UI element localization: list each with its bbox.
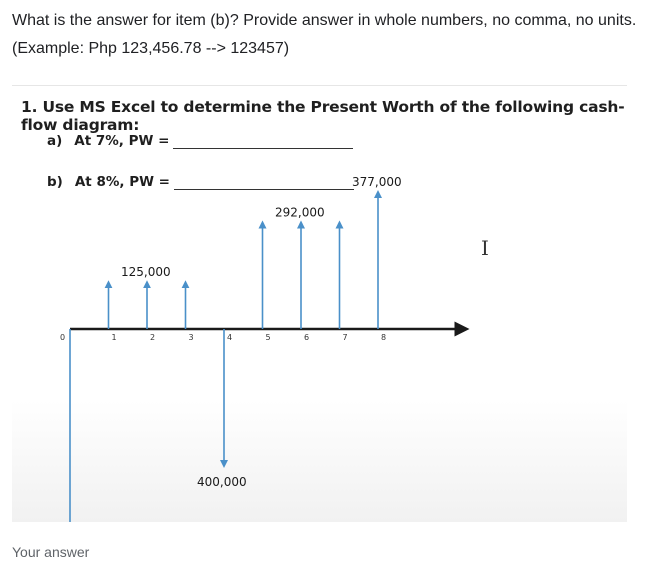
period-label-6: 6 [304, 333, 310, 342]
cash-flow-figure [12, 85, 627, 522]
period-label-7: 7 [342, 333, 348, 342]
period-label-1: 1 [111, 333, 117, 342]
figure-title: 1. Use MS Excel to determine the Present Worth of the following cash-flow diagram: [21, 98, 625, 134]
item-b-label: b) [47, 174, 63, 190]
period-label-2: 2 [150, 333, 156, 342]
period-label-5: 5 [265, 333, 271, 342]
item-a-label: a) [47, 133, 63, 149]
value-label-p8: 377,000 [352, 175, 402, 189]
period-label-0: 0 [60, 333, 66, 342]
item-a-text: At 7%, PW = [74, 133, 170, 149]
cash-flow-diagram [12, 86, 627, 522]
value-label-p2: 125,000 [121, 265, 171, 280]
value-label-p6: 292,000 [275, 205, 325, 220]
value-label-p4: 400,000 [197, 475, 247, 489]
period-label-8: 8 [381, 333, 387, 342]
answer-placeholder[interactable]: Your answer [12, 544, 90, 560]
question-text: What is the answer for item (b)? Provide answer in whole numbers, no comma, no units. (Example: Php 123,456.78 --> 123457) [12, 12, 637, 57]
text-cursor-icon: I [481, 236, 489, 260]
period-label-4: 4 [227, 333, 233, 342]
item-b-text: At 8%, PW = [74, 174, 170, 190]
period-label-3: 3 [188, 333, 194, 342]
